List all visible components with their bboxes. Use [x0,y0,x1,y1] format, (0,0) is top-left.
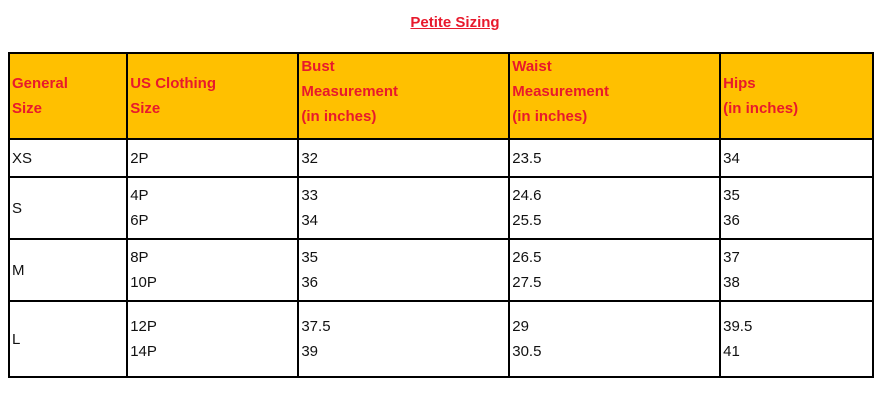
hips-cell: 35 36 [720,177,873,239]
general-size-cell: M [9,239,127,301]
bust-cell: 35 36 [298,239,509,301]
header-us-clothing-size: US Clothing Size [127,53,298,139]
header-row [9,53,873,139]
table-row [9,177,873,239]
header-waist: Waist Measurement (in inches) [509,53,720,139]
header-hips: Hips (in inches) [720,53,873,139]
table-row [9,239,873,301]
hips-cell: 34 [720,139,873,177]
petite-sizing-table [8,52,874,378]
us-size-cell: 4P 6P [127,177,298,239]
hips-cell: 37 38 [720,239,873,301]
waist-cell: 23.5 [509,139,720,177]
waist-cell: 29 30.5 [509,301,720,377]
waist-cell: 26.5 27.5 [509,239,720,301]
table-row [9,301,873,377]
header-bust: Bust Measurement (in inches) [298,53,509,139]
hips-cell: 39.5 41 [720,301,873,377]
general-size-cell: S [9,177,127,239]
us-size-cell: 2P [127,139,298,177]
general-size-cell: L [9,301,127,377]
bust-cell: 33 34 [298,177,509,239]
waist-cell: 24.6 25.5 [509,177,720,239]
page-title: Petite Sizing [410,14,500,31]
table-row [9,139,873,177]
header-general-size: General Size [9,53,127,139]
us-size-cell: 8P 10P [127,239,298,301]
us-size-cell: 12P 14P [127,301,298,377]
general-size-cell: XS [9,139,127,177]
bust-cell: 37.5 39 [298,301,509,377]
bust-cell: 32 [298,139,509,177]
